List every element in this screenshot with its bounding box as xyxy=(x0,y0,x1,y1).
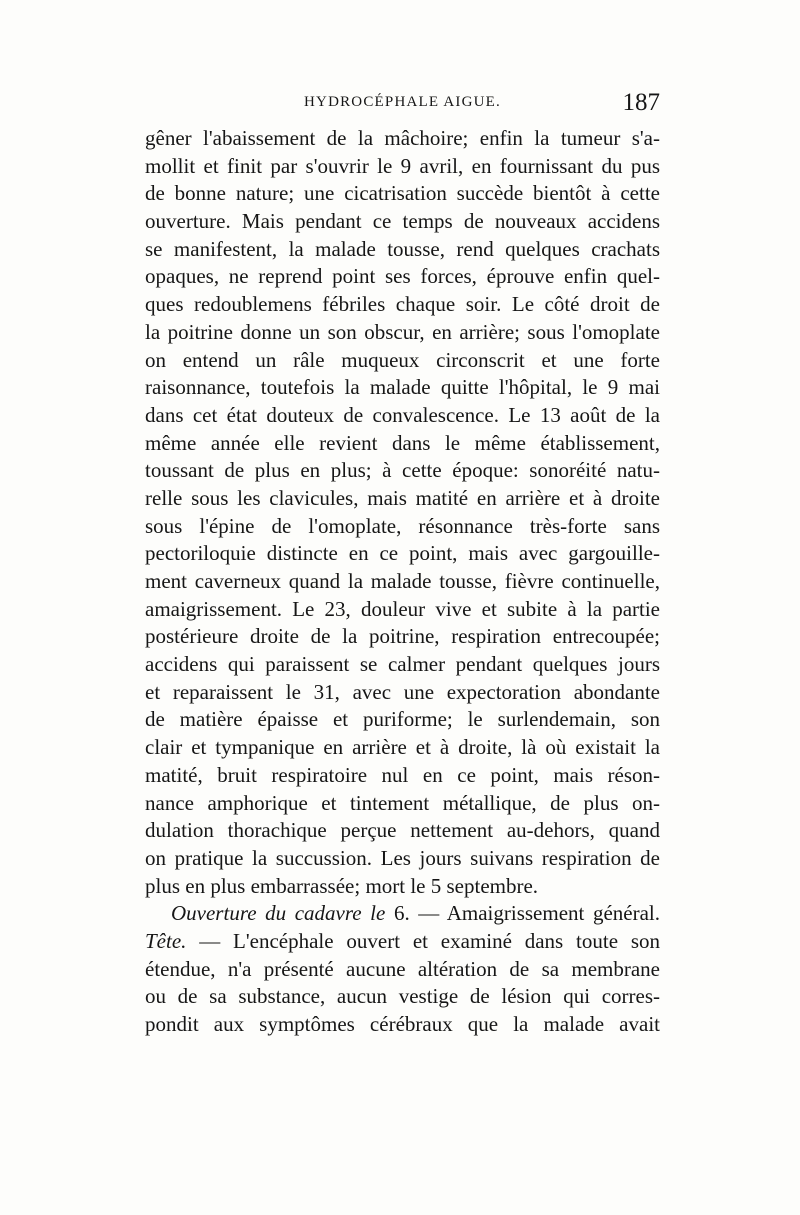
text-line: mollit et finit par s'ouvrir le 9 avril, en fournissant du pus xyxy=(145,153,660,178)
text-line: amaigrissement. Le 23, douleur vive et subite à la partie xyxy=(145,596,660,621)
text-line: ques redoublemens fébriles chaque soir. Le côté droit de xyxy=(145,292,660,317)
text-line: sous l'épine de l'omoplate, résonnance très-forte sans xyxy=(145,513,660,538)
text-line: et reparaissent le 31, avec une expectoration abondante xyxy=(145,679,660,704)
text-line: on pratique la succussion. Les jours suivans respiration de xyxy=(145,845,660,870)
text-line: ment caverneux quand la malade tousse, fièvre continuelle, xyxy=(145,569,660,593)
text-line: matité, bruit respiratoire nul en ce point, mais réson- xyxy=(145,762,660,787)
head-line xyxy=(145,928,660,956)
autopsy-heading: Ouverture du cadavre le xyxy=(171,901,386,926)
text-line: de matière épaisse et puriforme; le surlendemain, son xyxy=(145,707,660,732)
text-line: on entend un râle muqueux circonscrit et une forte xyxy=(145,347,660,372)
text-line: pectoriloquie distincte en ce point, mais avec gargouille- xyxy=(145,541,660,566)
text-line: dans cet état douteux de convalescence. Le 13 août de la xyxy=(145,402,660,427)
text-line: raisonnance, toutefois la malade quitte l'hôpital, le 9 mai xyxy=(145,375,660,400)
autopsy-text: 6. — Amaigrissement général. xyxy=(393,901,660,926)
autopsy-line xyxy=(145,900,660,928)
text-line: dulation thorachique perçue nettement au-dehors, quand xyxy=(145,818,660,843)
text-line: postérieure droite de la poitrine, respiration entrecoupée; xyxy=(145,624,660,649)
text-line: accidens qui paraissent se calmer pendant quelques jours xyxy=(145,652,660,677)
running-title: HYDROCÉPHALE AIGUE. xyxy=(304,94,501,110)
text-line: se manifestent, la malade tousse, rend quelques crachats xyxy=(145,236,660,261)
text-line: clair et tympanique en arrière et à droite, là où existait la xyxy=(145,735,660,760)
text-line: toussant de plus en plus; à cette époque: sonoréité natu- xyxy=(145,458,660,483)
text-line: gêner l'abaissement de la mâchoire; enfin la tumeur s'a- xyxy=(145,126,660,150)
text-line: relle sous les clavicules, mais matité en arrière et à droite xyxy=(145,485,660,510)
text-line: étendue, n'a présenté aucune altération de sa membrane xyxy=(145,956,660,981)
text-line: pondit aux symptômes cérébraux que la malade avait xyxy=(145,1012,660,1036)
head-label: Tête. xyxy=(145,928,187,953)
text-line: même année elle revient dans le même établissement, xyxy=(145,430,660,455)
text-line: nance amphorique et tintement métallique, de plus on- xyxy=(145,790,660,815)
text-line: opaques, ne reprend point ses forces, éprouve enfin quel- xyxy=(145,264,660,289)
text-line: ouverture. Mais pendant ce temps de nouveaux accidens xyxy=(145,209,660,234)
text-line: plus en plus embarrassée; mort le 5 septembre. xyxy=(145,873,539,898)
page-number: 187 xyxy=(622,89,660,116)
body-text xyxy=(145,125,660,1039)
head-text: — L'encéphale ouvert et examiné dans toute son xyxy=(199,928,660,953)
text-line: de bonne nature; une cicatrisation succède bientôt à cette xyxy=(145,181,660,206)
text-line: la poitrine donne un son obscur, en arrière; sous l'omoplate xyxy=(145,319,660,344)
text-line: ou de sa substance, aucun vestige de lésion qui corres- xyxy=(145,984,660,1009)
running-head xyxy=(146,89,660,122)
